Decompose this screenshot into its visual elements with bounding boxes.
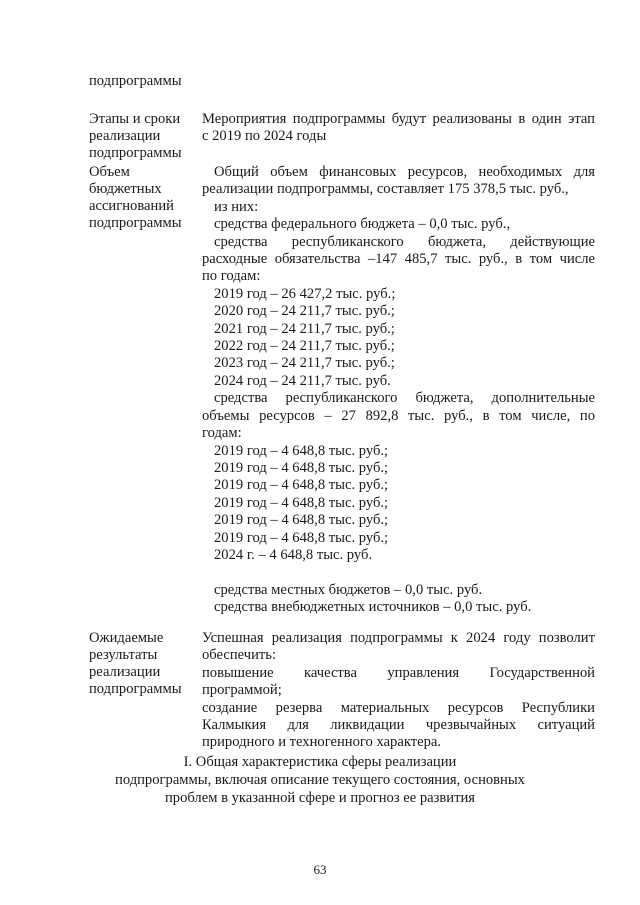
content-line: средства местных бюджетов – 0,0 тыс. руб. [214,581,483,598]
label-line: Ожидаемые [89,630,164,646]
content-line: обеспечить: [202,647,277,664]
blank-line [202,564,595,581]
content-line: 2019 год – 4 648,8 тыс. руб.; [214,459,389,476]
label-line: результаты [89,647,158,663]
content-line: 2024 год – 24 211,7 тыс. руб. [214,372,391,389]
content-line: повышение качества управления Государственной [202,664,595,681]
content-line: средства республиканского бюджета, дополнительные [214,390,595,407]
heading-line: проблем в указанной сфере и прогноз ее развития [164,790,476,806]
content-line: 2019 год – 4 648,8 тыс. руб.; [214,442,389,459]
continued-row-label: подпрограммы [89,73,182,89]
content-line: с 2019 по 2024 годы [202,128,327,145]
label-line: бюджетных [89,181,162,197]
heading-line: I. Общая характеристика сферы реализации [183,754,457,770]
content-line: средства федерального бюджета – 0,0 тыс. руб., [214,216,511,233]
row-content-stages [202,111,595,146]
content-line: 2022 год – 24 211,7 тыс. руб.; [214,338,395,355]
content-line: Успешная реализация подпрограммы к 2024 году позволит [202,630,595,646]
content-line: 2019 год – 4 648,8 тыс. руб.; [214,477,389,494]
content-line: Калмыкия для ликвидации чрезвычайных ситуаций [202,717,595,734]
label-line: реализации [89,664,161,680]
content-line: 2019 год – 4 648,8 тыс. руб.; [214,512,389,529]
section-heading [60,753,580,807]
label-line: ассигнований [89,198,174,214]
label-line: подпрограммы [89,145,182,161]
content-line: по годам: [202,268,261,285]
row-content-budget [202,164,595,617]
row-label-results [89,630,194,698]
content-line: реализации подпрограммы, составляет 175 378,5 тыс. руб., [202,181,569,198]
content-line: 2021 год – 24 211,7 тыс. руб.; [214,320,395,337]
content-line: программой; [202,682,282,699]
content-line: 2020 год – 24 211,7 тыс. руб.; [214,303,395,320]
row-label-stages [89,111,194,162]
label-line: Этапы и сроки [89,111,181,127]
content-line: природного и техногенного характера. [202,734,442,751]
label-line: подпрограммы [89,215,182,231]
content-line: 2023 год – 24 211,7 тыс. руб.; [214,355,395,372]
content-line: из них: [214,198,259,215]
label-line: реализации [89,128,161,144]
content-line: средства республиканского бюджета, действующие [214,233,595,250]
content-line: 2024 г. – 4 648,8 тыс. руб. [214,546,373,563]
row-content-results [202,630,595,752]
label-line: Объем [89,164,130,180]
row-label-budget [89,164,194,232]
content-line: 2019 год – 26 427,2 тыс. руб.; [214,285,396,302]
content-line: расходные обязательства –147 485,7 тыс. руб., в том числе [202,251,595,268]
content-line: 2019 год – 4 648,8 тыс. руб.; [214,529,389,546]
heading-line: подпрограммы, включая описание текущего состояния, основных [115,772,525,788]
content-line: годам: [202,425,242,442]
content-line: Мероприятия подпрограммы будут реализованы в один этап [202,111,595,127]
content-line: Общий объем финансовых ресурсов, необходимых для [214,164,595,180]
content-line: объемы ресурсов – 27 892,8 тыс. руб., в том числе, по [202,407,595,424]
page-number: 63 [313,862,327,877]
content-line: 2019 год – 4 648,8 тыс. руб.; [214,494,389,511]
content-line: создание резерва материальных ресурсов Республики [202,699,595,716]
label-line: подпрограммы [89,681,182,697]
content-line: средства внебюджетных источников – 0,0 тыс. руб. [214,599,532,616]
